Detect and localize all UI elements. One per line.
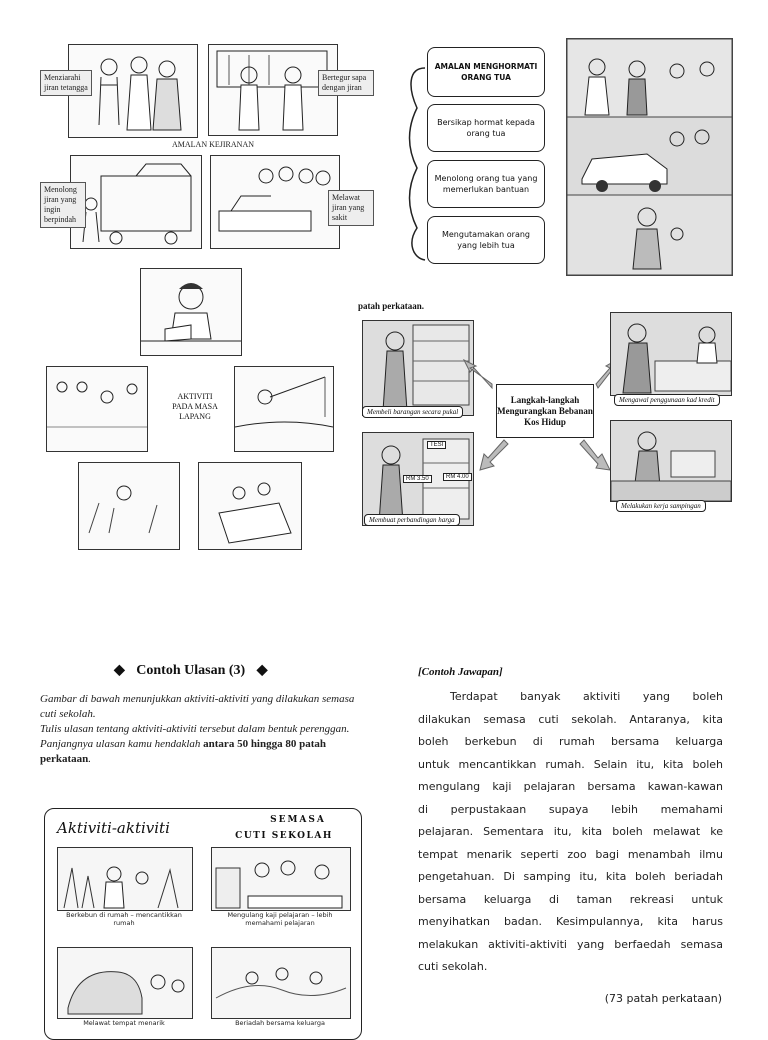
jawapan-line: menyihatkan badan. Kesimpulannya, kita harus: [418, 915, 723, 928]
family-leisure-illustration: [212, 948, 350, 1018]
poster-title-right-2: CUTI SEKOLAH: [235, 831, 333, 841]
jawapan-line: untuk mencantikkan rumah. Selain itu, kita boleh: [418, 757, 723, 771]
ulasan-poster: [44, 808, 362, 1040]
kejiranan-panel-move: [70, 155, 202, 249]
helping-move-illustration: [71, 156, 201, 248]
lapang-center-reading: [140, 268, 242, 356]
poster-caption-leisure: Beriadah bersama keluarga: [235, 1019, 325, 1027]
poster-caption-garden: Berkebun di rumah – mencantikkan rumah: [66, 911, 182, 927]
kos-caption-sidejob: Melakukan kerja sampingan: [616, 500, 706, 512]
jawapan-line: pengetahuan. Di samping itu, kita boleh beriadah: [418, 870, 723, 883]
studying-illustration: [212, 848, 350, 910]
poster-title-right-1: SEMASA: [270, 815, 326, 825]
jawapan-line: boleh berkebun di rumah bersama keluarga: [418, 735, 723, 748]
diamond-icon-right: ◆: [256, 663, 268, 678]
kejiranan-title: AMALAN KEJIRANAN: [172, 140, 254, 149]
jawapan-paragraph: [418, 686, 723, 979]
credit-card-illustration: [611, 313, 731, 395]
poster-panel-study: [211, 847, 351, 911]
jawapan-word-count: (73 patah perkataan): [604, 992, 722, 1005]
jawapan-line: pelajaran. Sementara itu, kita boleh melawat ke: [418, 825, 723, 838]
poster-panel-leisure: [211, 947, 351, 1019]
visiting-sick-neighbour-illustration: [211, 156, 339, 248]
hormat-title: [427, 47, 545, 97]
poster-caption-study: Mengulang kaji pelajaran – lebih memahami pelajaran: [227, 911, 333, 927]
respect-elders-illustrations: [567, 39, 732, 275]
jawapan-line: bersama keluarga di taman rekreasi untuk: [418, 892, 723, 906]
callout-menolong-berpindah: Menolong jiran yang ingin berpindah: [40, 182, 86, 228]
instruction-3-prefix: Panjangnya ulasan kamu hendaklah: [40, 738, 201, 750]
hormat-item-3-text: Mengutamakan orang yang lebih tua: [441, 230, 531, 250]
price-tag-1: RM 3.50: [403, 475, 432, 483]
price-tag-brand: TESI: [427, 441, 446, 449]
callout-melawat-sakit: Melawat jiran yang sakit: [328, 190, 374, 226]
hormat-title-text: AMALAN MENGHORMATI ORANG TUA: [434, 62, 538, 82]
hormat-item-1-text: Bersikap hormat kepada orang tua: [437, 118, 535, 138]
jawapan-line: di perpustakaan supaya lebih memahami: [418, 802, 723, 816]
gardening-illustration: [79, 463, 179, 549]
hormat-photo-strip: [566, 38, 733, 276]
callout-bertegur-sapa: Bertegur sapa dengan jiran: [318, 70, 374, 96]
jawapan-line: cuti sekolah.: [418, 960, 488, 973]
kos-center-text: Langkah-langkah Mengurangkan Bebanan Kos Hidup: [497, 394, 593, 427]
kos-scene-sidejob: [610, 420, 732, 502]
lapang-panel-games: [46, 366, 148, 452]
instruction-3-period: .: [88, 753, 92, 765]
poster-panel-garden: [57, 847, 193, 911]
diamond-icon-left: ◆: [114, 663, 125, 678]
picnic-illustration: [199, 463, 301, 549]
kejiranan-panel-sick: [210, 155, 340, 249]
girl-reading-illustration: [141, 269, 241, 355]
instruction-3-bold: antara 50 hingga 80 patah perkataan: [40, 738, 327, 765]
hormat-item-1: [427, 104, 545, 152]
kos-caption-credit: Mengawal penggunaan kad kredit: [614, 394, 720, 406]
hormat-item-2-text: Menolong orang tua yang memerlukan bantuan: [434, 174, 538, 194]
ulasan-instructions: [40, 692, 365, 767]
jawapan-line: tempat menarik seperti zoo bagi menambah ilmu: [418, 847, 723, 861]
hormat-item-2: [427, 160, 545, 208]
jawapan-line: mengulang kaji pelajaran bersama kawan-kawan: [418, 780, 723, 793]
ulasan-heading: [114, 662, 267, 679]
instruction-2: Tulis ulasan tentang aktiviti-aktiviti tersebut dalam bentuk perenggan.: [40, 723, 350, 735]
ulasan-heading-text: Contoh Ulasan (3): [136, 663, 246, 678]
price-tag-2: RM 4.00: [443, 473, 472, 481]
instruction-1: Gambar di bawah menunjukkan aktiviti-aktiviti yang dilakukan semasa cuti sekolah.: [40, 693, 355, 720]
kos-area: [352, 312, 742, 540]
instruction-3: [40, 737, 365, 767]
poster-title-left: Aktiviti-aktiviti: [57, 819, 170, 837]
kos-caption-compare: Membuat perbandingan harga: [364, 514, 460, 526]
sewing-illustration: [611, 421, 731, 501]
kos-scene-credit: [610, 312, 732, 396]
callout-menziarahi: Menziarahi jiran tetangga: [40, 70, 92, 96]
poster-caption-zoo: Melawat tempat menarik: [83, 1019, 165, 1027]
hormat-item-3: [427, 216, 545, 264]
lapang-panel-garden: [78, 462, 180, 550]
kos-heading-fragment: patah perkataan.: [358, 301, 425, 311]
lapang-panel-fishing: [234, 366, 334, 452]
jawapan-line: dilakukan semasa cuti sekolah. Antaranya, kita: [418, 712, 723, 726]
gardening-family-illustration: [58, 848, 192, 910]
jawapan-line: melakukan aktiviti-aktiviti yang berfaedah semasa: [418, 937, 723, 951]
lapang-panel-picnic: [198, 462, 302, 550]
fishing-illustration: [235, 367, 333, 451]
lapang-title: AKTIVITI PADA MASA LAPANG: [172, 392, 218, 421]
zoo-visit-illustration: [58, 948, 192, 1018]
children-playing-illustration: [47, 367, 147, 451]
poster-panel-zoo: [57, 947, 193, 1019]
jawapan-line: Terdapat banyak aktiviti yang boleh: [450, 690, 723, 703]
kos-caption-bulk: Membeli barangan secara pukal: [362, 406, 463, 418]
jawapan-label: [Contoh Jawapan]: [418, 666, 503, 678]
